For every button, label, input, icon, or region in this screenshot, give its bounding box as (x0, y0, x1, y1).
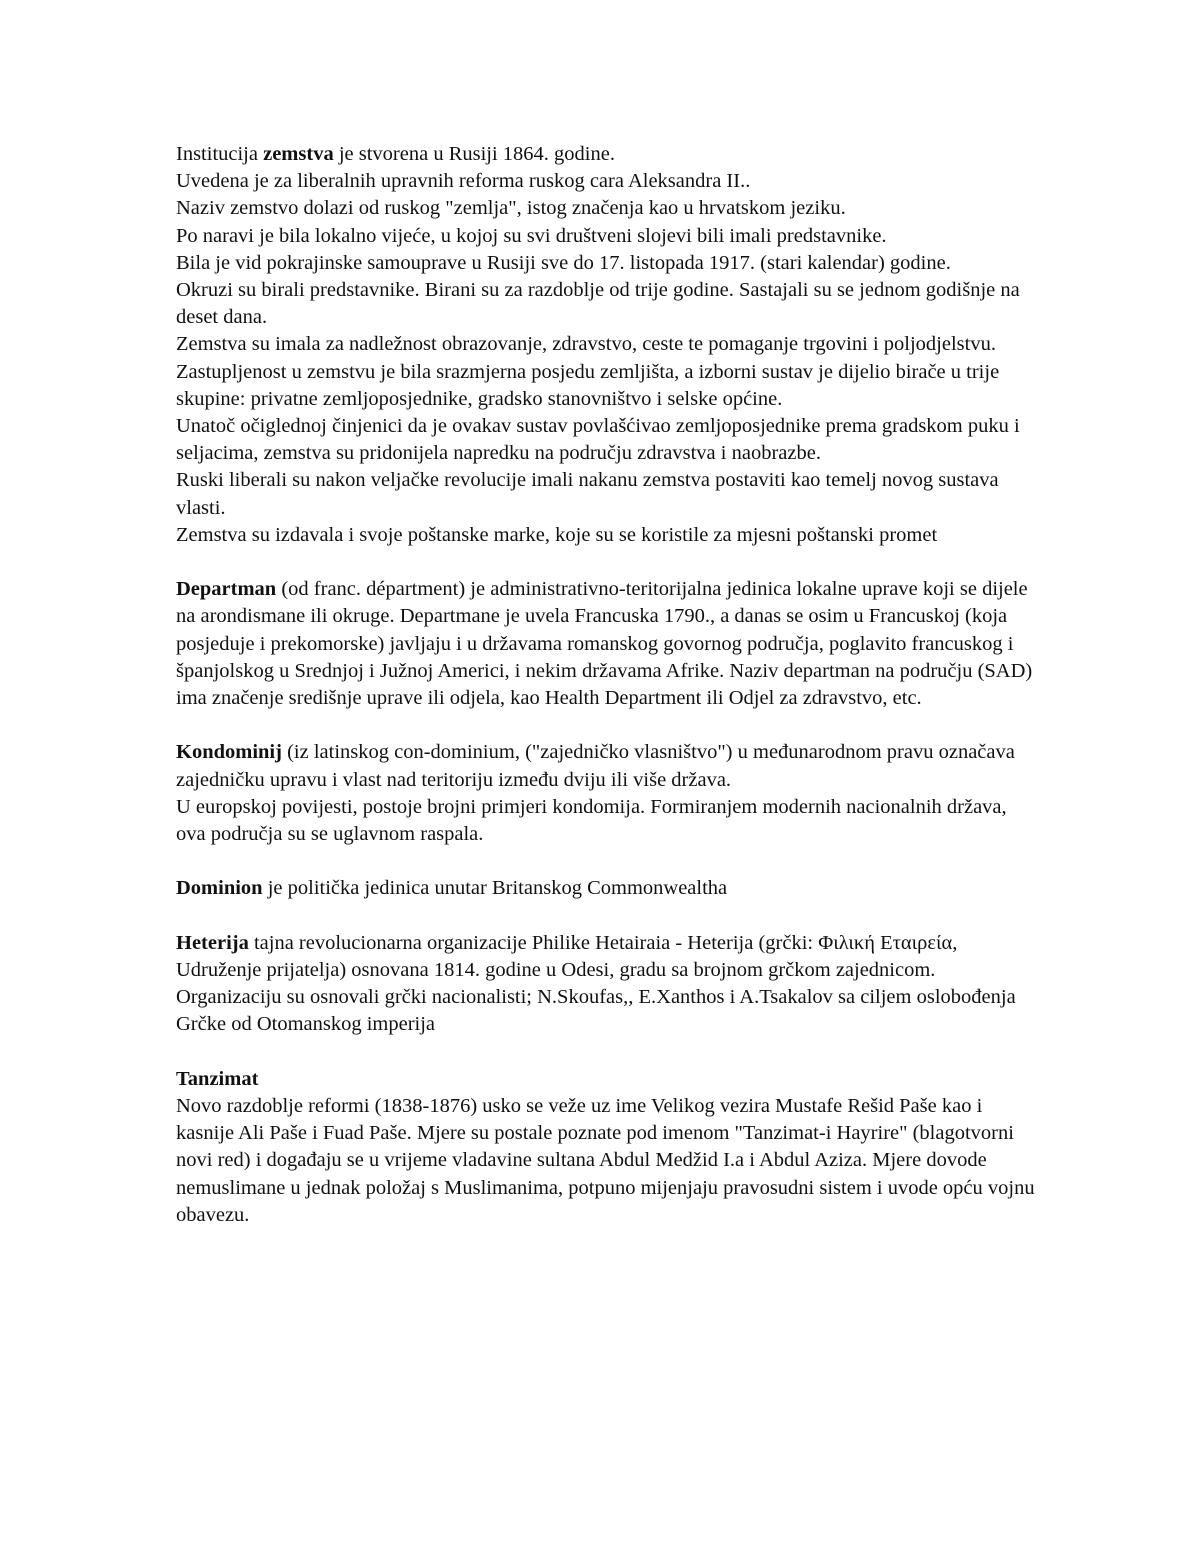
zemstvo-line-7: Zemstva su imala za nadležnost obrazovanje, zdravstvo, ceste te pomaganje trgovini i poljodjelstvu. (176, 333, 996, 356)
zemstvo-line-2: Uvedena je za liberalnih upravnih reforma ruskog cara Aleksandra II.. (176, 170, 751, 193)
zemstvo-line-1 (176, 141, 1036, 168)
paragraph-gap (176, 549, 1036, 576)
kondominij-text: (iz latinskog con-dominium, ("zajedničko vlasništvo") u međunarodnom pravu označava zajedničku upravu i vlast nad teritoriju između dviju ili više država. (176, 741, 1015, 791)
paragraph-gap (176, 903, 1036, 930)
zemstvo-line-11: Zemstva su izdavala i svoje poštanske marke, koje su se koristile za mjesni poštanski promet (176, 523, 938, 546)
kondominij-line-1 (176, 739, 1036, 793)
dominion-paragraph (176, 875, 1036, 902)
dominion-term: Dominion (176, 877, 263, 900)
departman-paragraph (176, 576, 1036, 712)
tanzimat-term: Tanzimat (176, 1067, 259, 1090)
departman-text: (od franc. départment) je administrativno-teritorijalna jedinica lokalne uprave koji se dijele na arondismane ili okruge. Departmane je uvela Francuska 1790., a danas se osim u Francuskoj (koja posjeduje i prekomorske) javljaju i u državama romanskog govornog područja, poglavito francuskog i španjolskog u Srednjoj i Južnoj Americi, i nekim državama Afrike. Naziv departman na području (SAD) ima značenje središnje uprave ili odjela, kao Health Department ili Odjel za zdravstvo, etc. (176, 578, 1033, 710)
kondominij-term: Kondominij (176, 741, 282, 764)
zemstvo-line-10: Ruski liberali su nakon veljačke revolucije imali nakanu zemstva postaviti kao temelj novog sustava vlasti. (176, 469, 999, 519)
zemstvo-line-3: Naziv zemstvo dolazi od ruskog "zemlja", istog značenja kao u hrvatskom jeziku. (176, 197, 846, 220)
zemstvo-line-1-post: je stvorena u Rusiji 1864. godine. (333, 143, 615, 165)
tanzimat-paragraph (176, 1066, 1036, 1229)
paragraph-gap (176, 848, 1036, 875)
paragraph-gap (176, 1039, 1036, 1066)
tanzimat-text: Novo razdoblje reformi (1838-1876) usko se veže uz ime Velikog vezira Mustafe Rešid Paše kao i kasnije Ali Paše i Fuad Paše. Mjere su postale poznate pod imenom "Tanzimat-i Hayrire" (blagotvorni novi red) i događaju se u vrijeme vladavine sultana Abdul Medžid I.a i Abdul Aziza. Mjere dovode nemuslimane u jednak položaj s Muslimanima, potpuno mijenjaju pravosudni sistem i uvode opću vojnu obavezu. (176, 1095, 1035, 1226)
zemstvo-line-6: Okruzi su birali predstavnike. Birani su za razdoblje od trije godine. Sastajali su se jednom godišnje na deset dana. (176, 279, 1020, 329)
paragraph-gap (176, 712, 1036, 739)
departman-term: Departman (176, 578, 277, 601)
zemstvo-line-9: Unatoč očiglednoj činjenici da je ovakav sustav povlašćivao zemljoposjednike prema gradskom puku i seljacima, zemstva su pridonijela napredku na području zdravstva i naobrazbe. (176, 415, 1020, 465)
zemstvo-line-1-pre: Institucija (176, 143, 264, 165)
kondominij-paragraph (176, 739, 1036, 848)
heterija-paragraph (176, 930, 1036, 1039)
heterija-text: tajna revolucionarna organizacije Philike Hetairaia - Heterija (grčki: Φιλική Εταιρεία, Udruženje prijatelja) osnovana 1814. godine u Odesi, gradu sa brojnom grčkom zajednicom. Organizaciju su osnovali grčki nacionalisti; N.Skoufas,, E.Xanthos i A.Tsakalov sa ciljem oslobođenja Grčke od Otomanskog imperija (176, 931, 1016, 1036)
zemstvo-line-8: Zastupljenost u zemstvu je bila srazmjerna posjedu zemljišta, a izborni sustav je dijelio birače u trije skupine: privatne zemljoposjednike, gradsko stanovništvo i selske općine. (176, 360, 1000, 410)
kondominij-line-2: U europskoj povijesti, postoje brojni primjeri kondomija. Formiranjem modernih nacionalnih država, ova područja su se uglavnom raspala. (176, 795, 1007, 846)
zemstvo-line-4: Po naravi je bila lokalno vijeće, u kojoj su svi društveni slojevi bili imali predstavnike. (176, 224, 887, 247)
document-page (176, 141, 1036, 1229)
dominion-text: je politička jedinica unutar Britanskog Commonwealtha (262, 877, 728, 900)
zemstvo-term: zemstva (263, 143, 334, 165)
zemstvo-section (176, 141, 1036, 549)
zemstvo-line-5: Bila je vid pokrajinske samouprave u Rusiji sve do 17. listopada 1917. (stari kalendar) godine. (176, 251, 951, 274)
heterija-term: Heterija (176, 931, 249, 954)
